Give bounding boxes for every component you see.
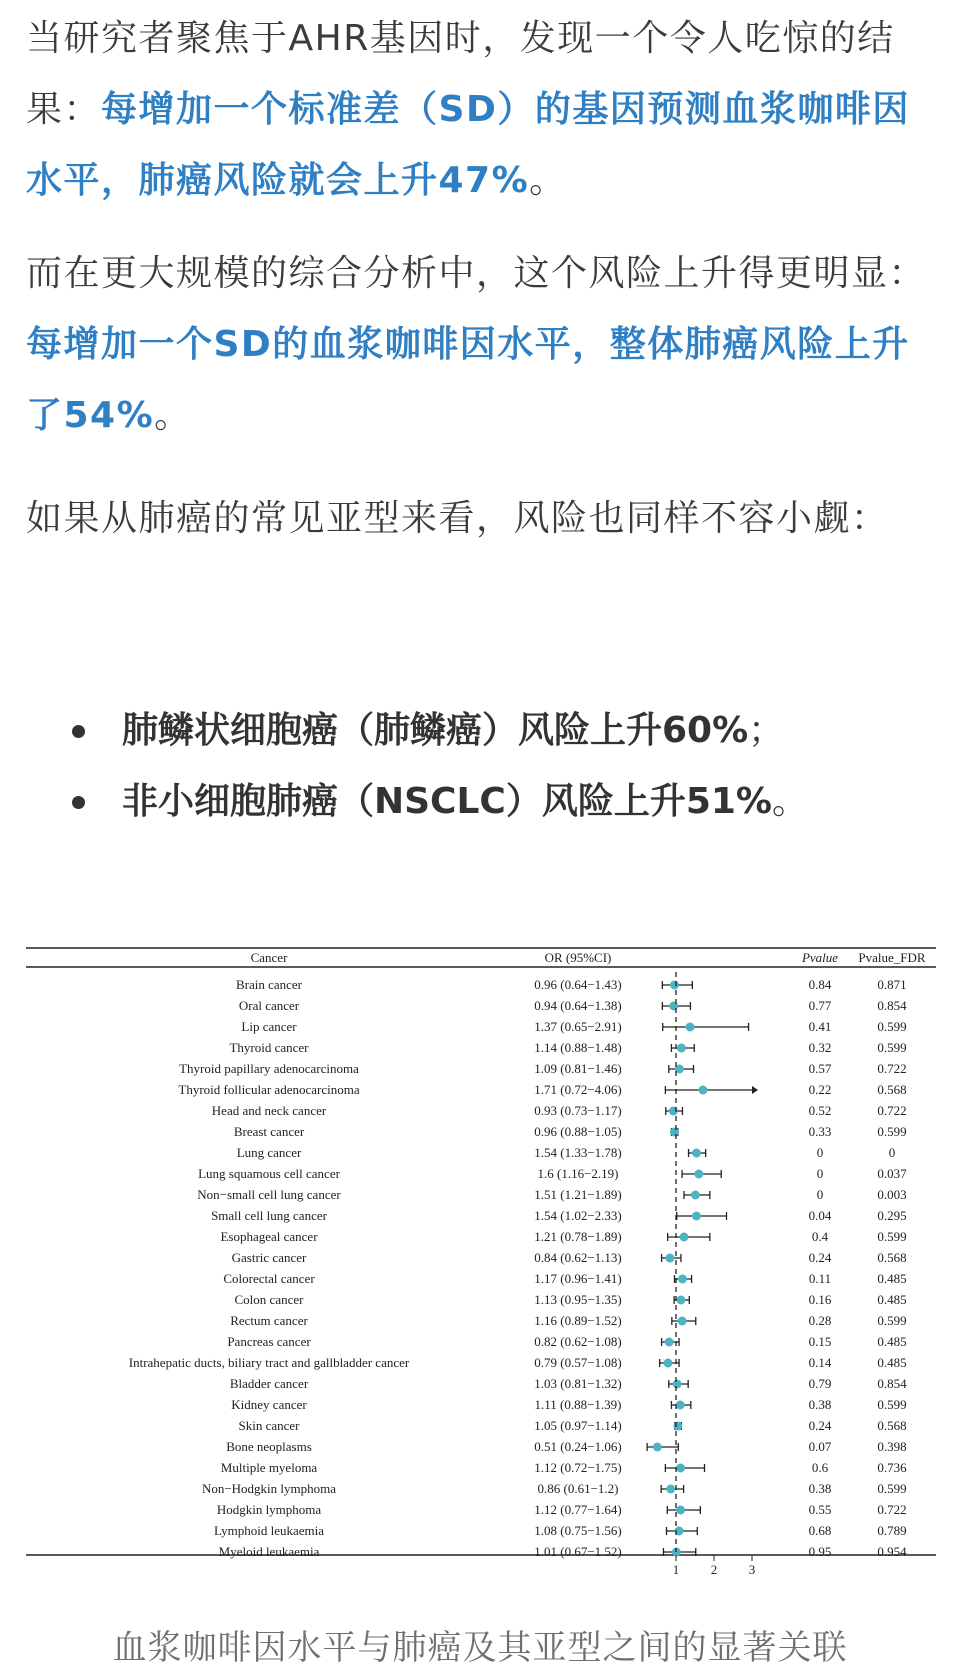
cancer-name: Oral cancer bbox=[238, 998, 300, 1013]
figure-caption: 血浆咖啡因水平与肺癌及其亚型之间的显著关联 bbox=[112, 1628, 848, 1668]
pvalue-fdr-text: 0.003 bbox=[877, 1187, 907, 1202]
forest-row bbox=[237, 1145, 896, 1160]
pvalue-text: 0.04 bbox=[808, 1208, 832, 1223]
or-point bbox=[694, 1170, 703, 1179]
cancer-name: Brain cancer bbox=[235, 977, 303, 992]
or-point bbox=[669, 1002, 678, 1011]
risk-bullet-list bbox=[26, 695, 936, 837]
cancer-name: Bone neoplasms bbox=[226, 1439, 312, 1454]
pvalue-text: 0.16 bbox=[808, 1292, 832, 1307]
or-point bbox=[692, 1149, 701, 1158]
forest-row bbox=[219, 1544, 907, 1559]
or-ci-text: 1.21 (0.78−1.89) bbox=[534, 1229, 622, 1244]
pvalue-text: 0.6 bbox=[811, 1460, 829, 1475]
or-ci-text: 1.05 (0.97−1.14) bbox=[534, 1418, 622, 1433]
pvalue-text: 0.11 bbox=[808, 1271, 832, 1286]
pvalue-text: 0.55 bbox=[808, 1502, 832, 1517]
or-ci-text: 1.09 (0.81−1.46) bbox=[534, 1061, 622, 1076]
pvalue-fdr-text: 0.789 bbox=[877, 1523, 907, 1538]
cancer-name: Gastric cancer bbox=[231, 1250, 307, 1265]
paragraph-highlight: 每增加一个SD的血浆咖啡因水平，整体肺癌风险上升了54% bbox=[26, 324, 910, 436]
forest-row bbox=[179, 1061, 907, 1076]
ci-arrow-high bbox=[752, 1086, 758, 1094]
or-point bbox=[670, 1128, 679, 1137]
forest-row bbox=[211, 1208, 907, 1223]
forest-row bbox=[221, 1460, 907, 1475]
or-ci-text: 1.08 (0.75−1.56) bbox=[534, 1523, 622, 1538]
or-ci-text: 0.96 (0.64−1.43) bbox=[534, 977, 622, 992]
pvalue-text: 0.15 bbox=[808, 1334, 832, 1349]
forest-rows bbox=[129, 977, 907, 1559]
paragraph-text-end: 。 bbox=[154, 395, 192, 436]
paragraph-text: 当研究者聚焦于AHR基因时，发现一个令人吃惊的结果： bbox=[26, 18, 895, 130]
forest-row bbox=[238, 1418, 906, 1433]
or-point bbox=[665, 1254, 674, 1263]
or-point bbox=[679, 1233, 688, 1242]
pvalue-fdr-text: 0 bbox=[888, 1145, 896, 1160]
or-ci-text: 1.51 (1.21−1.89) bbox=[534, 1187, 622, 1202]
cancer-name: Skin cancer bbox=[238, 1418, 300, 1433]
pvalue-text: 0.32 bbox=[808, 1040, 832, 1055]
forest-row bbox=[129, 1355, 907, 1370]
paragraph-highlight: 每增加一个标准差（SD）的基因预测血浆咖啡因水平，肺癌风险就会上升47% bbox=[26, 89, 910, 201]
or-ci-text: 1.11 (0.88−1.39) bbox=[534, 1397, 622, 1412]
forest-row bbox=[239, 998, 907, 1013]
forest-x-axis bbox=[673, 1555, 756, 1577]
or-point bbox=[653, 1443, 662, 1452]
or-ci-text: 1.12 (0.77−1.64) bbox=[534, 1502, 622, 1517]
pvalue-text: 0 bbox=[816, 1145, 824, 1160]
or-point bbox=[673, 1380, 682, 1389]
pvalue-text: 0.57 bbox=[808, 1061, 832, 1076]
cancer-name: Breast cancer bbox=[233, 1124, 305, 1139]
forest-row bbox=[230, 1313, 906, 1328]
forest-plot-table bbox=[26, 940, 936, 1590]
or-point bbox=[664, 1359, 673, 1368]
cancer-name: Lip cancer bbox=[241, 1019, 297, 1034]
or-point bbox=[676, 1296, 685, 1305]
or-point bbox=[673, 1422, 682, 1431]
or-ci-text: 1.54 (1.02−2.33) bbox=[534, 1208, 622, 1223]
x-tick-label: 2 bbox=[710, 1562, 718, 1577]
pvalue-fdr-text: 0.722 bbox=[877, 1103, 907, 1118]
bullet-item-nsclc bbox=[26, 766, 936, 837]
forest-row bbox=[230, 1376, 907, 1391]
paragraph-subtypes bbox=[26, 483, 936, 554]
forest-row bbox=[220, 1229, 906, 1244]
x-tick-label: 3 bbox=[748, 1562, 756, 1577]
pvalue-fdr-text: 0.599 bbox=[877, 1397, 907, 1412]
pvalue-fdr-text: 0.568 bbox=[877, 1250, 907, 1265]
bullet-item-lusc bbox=[26, 695, 936, 766]
pvalue-fdr-text: 0.599 bbox=[877, 1313, 907, 1328]
or-ci-text: 1.54 (1.33−1.78) bbox=[534, 1145, 622, 1160]
or-ci-text: 0.86 (0.61−1.2) bbox=[537, 1481, 619, 1496]
bullet-text: 非小细胞肺癌（NSCLC）风险上升51% bbox=[122, 781, 773, 822]
pvalue-text: 0.24 bbox=[808, 1418, 832, 1433]
cancer-name: Thyroid cancer bbox=[229, 1040, 309, 1055]
or-ci-text: 1.12 (0.72−1.75) bbox=[534, 1460, 622, 1475]
pvalue-text: 0.24 bbox=[808, 1250, 832, 1265]
pvalue-fdr-text: 0.295 bbox=[877, 1208, 907, 1223]
or-point bbox=[676, 1401, 685, 1410]
cancer-name: Head and neck cancer bbox=[211, 1103, 327, 1118]
paragraph-text: 而在更大规模的综合分析中，这个风险上升得更明显： bbox=[26, 253, 927, 294]
forest-row bbox=[197, 1187, 906, 1202]
cancer-name: Non−small cell lung cancer bbox=[197, 1187, 341, 1202]
forest-row bbox=[241, 1019, 906, 1034]
pvalue-fdr-text: 0.854 bbox=[877, 1376, 907, 1391]
or-ci-text: 1.03 (0.81−1.32) bbox=[534, 1376, 622, 1391]
pvalue-fdr-text: 0.599 bbox=[877, 1040, 907, 1055]
or-point bbox=[666, 1485, 675, 1494]
forest-row bbox=[231, 1397, 906, 1412]
pvalue-text: 0.79 bbox=[808, 1376, 832, 1391]
forest-row bbox=[202, 1481, 907, 1496]
cancer-name: Hodgkin lymphoma bbox=[216, 1502, 322, 1517]
cancer-name: Esophageal cancer bbox=[220, 1229, 318, 1244]
or-ci-text: 1.14 (0.88−1.48) bbox=[534, 1040, 622, 1055]
forest-row bbox=[198, 1166, 907, 1181]
or-ci-text: 0.94 (0.64−1.38) bbox=[534, 998, 622, 1013]
cancer-name: Pancreas cancer bbox=[227, 1334, 311, 1349]
forest-row bbox=[217, 1502, 907, 1517]
cancer-name: Lymphoid leukaemia bbox=[213, 1523, 325, 1538]
or-point bbox=[698, 1086, 707, 1095]
cancer-name: Thyroid papillary adenocarcinoma bbox=[179, 1061, 359, 1076]
paragraph-text-end: 。 bbox=[529, 160, 567, 201]
paragraph-text: 如果从肺癌的常见亚型来看，风险也同样不容小觑： bbox=[26, 498, 889, 539]
pvalue-text: 0.84 bbox=[808, 977, 832, 992]
pvalue-fdr-text: 0.568 bbox=[877, 1418, 907, 1433]
pvalue-fdr-text: 0.599 bbox=[877, 1229, 907, 1244]
pvalue-fdr-text: 0.037 bbox=[877, 1166, 907, 1181]
cancer-name: Kidney cancer bbox=[231, 1397, 307, 1412]
forest-row bbox=[214, 1523, 907, 1538]
pvalue-fdr-text: 0.954 bbox=[877, 1544, 907, 1559]
forest-row bbox=[226, 1439, 906, 1454]
paragraph-meta-analysis bbox=[26, 238, 936, 451]
or-ci-text: 1.71 (0.72−4.06) bbox=[534, 1082, 622, 1097]
cancer-name: Lung cancer bbox=[236, 1145, 302, 1160]
pvalue-text: 0.07 bbox=[808, 1439, 832, 1454]
pvalue-fdr-text: 0.599 bbox=[877, 1124, 907, 1139]
or-point bbox=[686, 1023, 695, 1032]
pvalue-text: 0 bbox=[816, 1166, 824, 1181]
header-or-ci: OR (95%CI) bbox=[544, 950, 612, 965]
or-ci-text: 1.17 (0.96−1.41) bbox=[534, 1271, 622, 1286]
or-point bbox=[691, 1191, 700, 1200]
bullet-text: 肺鳞状细胞癌（肺鳞癌）风险上升60% bbox=[122, 710, 749, 751]
forest-row bbox=[227, 1334, 906, 1349]
or-ci-text: 1.16 (0.89−1.52) bbox=[534, 1313, 622, 1328]
header-cancer: Cancer bbox=[250, 950, 288, 965]
or-point bbox=[676, 1464, 685, 1473]
cancer-name: Colon cancer bbox=[234, 1292, 304, 1307]
pvalue-text: 0.95 bbox=[808, 1544, 832, 1559]
or-point bbox=[670, 981, 679, 990]
pvalue-text: 0.38 bbox=[808, 1481, 832, 1496]
pvalue-text: 0.28 bbox=[808, 1313, 832, 1328]
pvalue-fdr-text: 0.722 bbox=[877, 1061, 907, 1076]
pvalue-fdr-text: 0.485 bbox=[877, 1334, 907, 1349]
or-point bbox=[676, 1506, 685, 1515]
forest-row bbox=[178, 1082, 906, 1097]
or-point bbox=[678, 1275, 687, 1284]
header-pvalue-fdr: Pvalue_FDR bbox=[858, 950, 926, 965]
pvalue-text: 0.77 bbox=[808, 998, 832, 1013]
or-point bbox=[678, 1317, 687, 1326]
pvalue-fdr-text: 0.568 bbox=[877, 1082, 907, 1097]
cancer-name: Myeloid leukaemia bbox=[218, 1544, 320, 1559]
forest-row bbox=[234, 1124, 907, 1139]
or-ci-text: 1.6 (1.16−2.19) bbox=[537, 1166, 619, 1181]
header-pvalue: Pvalue bbox=[801, 950, 839, 965]
pvalue-fdr-text: 0.485 bbox=[877, 1292, 907, 1307]
or-point bbox=[692, 1212, 701, 1221]
pvalue-text: 0.14 bbox=[808, 1355, 832, 1370]
pvalue-fdr-text: 0.398 bbox=[877, 1439, 907, 1454]
pvalue-fdr-text: 0.485 bbox=[877, 1355, 907, 1370]
pvalue-fdr-text: 0.854 bbox=[877, 998, 907, 1013]
pvalue-text: 0.38 bbox=[808, 1397, 832, 1412]
or-point bbox=[665, 1338, 674, 1347]
cancer-name: Non−Hodgkin lymphoma bbox=[201, 1481, 337, 1496]
pvalue-text: 0.68 bbox=[808, 1523, 832, 1538]
forest-row bbox=[212, 1103, 907, 1118]
cancer-name: Lung squamous cell cancer bbox=[198, 1166, 340, 1181]
bullet-tail: ； bbox=[748, 710, 785, 751]
pvalue-fdr-text: 0.599 bbox=[877, 1019, 907, 1034]
pvalue-text: 0.4 bbox=[811, 1229, 829, 1244]
pvalue-text: 0.22 bbox=[808, 1082, 832, 1097]
cancer-name: Small cell lung cancer bbox=[211, 1208, 327, 1223]
pvalue-text: 0 bbox=[816, 1187, 824, 1202]
or-ci-text: 1.13 (0.95−1.35) bbox=[534, 1292, 622, 1307]
or-ci-text: 1.01 (0.67−1.52) bbox=[534, 1544, 622, 1559]
cancer-name: Bladder cancer bbox=[229, 1376, 309, 1391]
or-ci-text: 0.82 (0.62−1.08) bbox=[534, 1334, 622, 1349]
cancer-name: Thyroid follicular adenocarcinoma bbox=[178, 1082, 360, 1097]
or-ci-text: 1.37 (0.65−2.91) bbox=[534, 1019, 622, 1034]
or-ci-text: 0.93 (0.73−1.17) bbox=[534, 1103, 622, 1118]
pvalue-fdr-text: 0.722 bbox=[877, 1502, 907, 1517]
pvalue-fdr-text: 0.485 bbox=[877, 1271, 907, 1286]
pvalue-text: 0.52 bbox=[808, 1103, 832, 1118]
or-ci-text: 0.96 (0.88−1.05) bbox=[534, 1124, 622, 1139]
forest-row bbox=[223, 1271, 906, 1286]
cancer-name: Intrahepatic ducts, biliary tract and gallbladder cancer bbox=[128, 1355, 410, 1370]
pvalue-text: 0.33 bbox=[808, 1124, 832, 1139]
pvalue-fdr-text: 0.599 bbox=[877, 1481, 907, 1496]
forest-row bbox=[229, 1040, 906, 1055]
cancer-name: Multiple myeloma bbox=[220, 1460, 318, 1475]
forest-row bbox=[236, 977, 907, 992]
forest-row bbox=[235, 1292, 907, 1307]
pvalue-fdr-text: 0.736 bbox=[877, 1460, 907, 1475]
x-tick-label: 1 bbox=[672, 1562, 680, 1577]
or-ci-text: 0.51 (0.24−1.06) bbox=[534, 1439, 622, 1454]
pvalue-text: 0.41 bbox=[808, 1019, 832, 1034]
bullet-tail: 。 bbox=[772, 781, 809, 822]
or-ci-text: 0.84 (0.62−1.13) bbox=[534, 1250, 622, 1265]
forest-row bbox=[232, 1250, 907, 1265]
or-point bbox=[677, 1044, 686, 1053]
paragraph-ahr bbox=[26, 3, 936, 216]
pvalue-fdr-text: 0.871 bbox=[877, 977, 907, 992]
or-ci-text: 0.79 (0.57−1.08) bbox=[534, 1355, 622, 1370]
cancer-name: Colorectal cancer bbox=[223, 1271, 315, 1286]
cancer-name: Rectum cancer bbox=[230, 1313, 308, 1328]
